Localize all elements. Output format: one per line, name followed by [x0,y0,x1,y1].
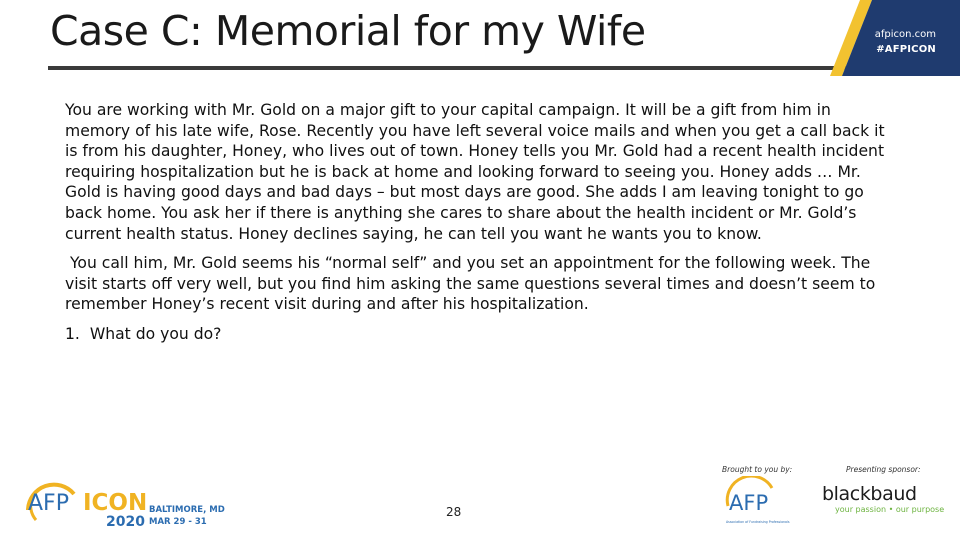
site-url: afpicon.com [874,29,936,40]
logo-city-text: BALTIMORE, MD [149,505,225,515]
presenting-sponsor-label: Presenting sponsor: [846,465,921,474]
logo-year-text: 2020 [106,514,145,530]
corner-text [875,27,936,57]
question-text: What do you do? [89,324,222,343]
afp-badge-text: AFP [729,491,769,515]
blackbaud-logo: blackbaud [822,483,917,505]
brought-by-label: Brought to you by: [722,465,793,474]
question-item [65,324,885,345]
logo-afp-text: AFP [28,491,69,516]
page-number: 28 [446,505,462,519]
case-paragraph-2: You call him, Mr. Gold seems his “normal self” and you set an appointment for the following week. The visit starts off very well, but you find him asking the same questions several times and doesn’t seem to remember Honey’s recent visit during and after his hospitalization. [65,254,881,314]
afp-badge-subtext: Association of Fundraising Professionals [726,520,790,524]
logo-dates-text: MAR 29 - 31 [149,517,207,527]
afp-icon-logo-graphic [22,476,242,532]
event-hashtag: #AFPICON [876,44,936,55]
slide-title: Case C: Memorial for my Wife [50,7,646,55]
afp-icon-2020-logo [22,476,242,532]
slide-body [65,100,885,345]
case-paragraph-1: You are working with Mr. Gold on a major gift to your capital campaign. It will be a gift from him in memory of his late wife, Rose. Recently you have left several voice mails and when you get a call back it is from his daughter, Honey, who lives out of town. Honey tells you Mr. Gold had a recent health incident requiring hospitalization but he is back at home and looking forward to seeing you. Honey adds … Mr. Gold is having good days and bad days – but most days are good. She adds I am leaving tonight to go back home. You ask her if there is anything she cares to share about the health incident or Mr. Gold’s current health status. Honey declines saying, he can tell you want he wants you to know. [65,101,885,243]
question-number: 1. [65,324,80,343]
afp-association-graphic [716,476,790,526]
title-underline [48,66,848,70]
afp-association-logo [716,476,790,526]
blackbaud-tagline: your passion • our purpose [835,505,945,514]
logo-icon-text: ICON [83,490,148,516]
corner-banner [818,0,960,76]
